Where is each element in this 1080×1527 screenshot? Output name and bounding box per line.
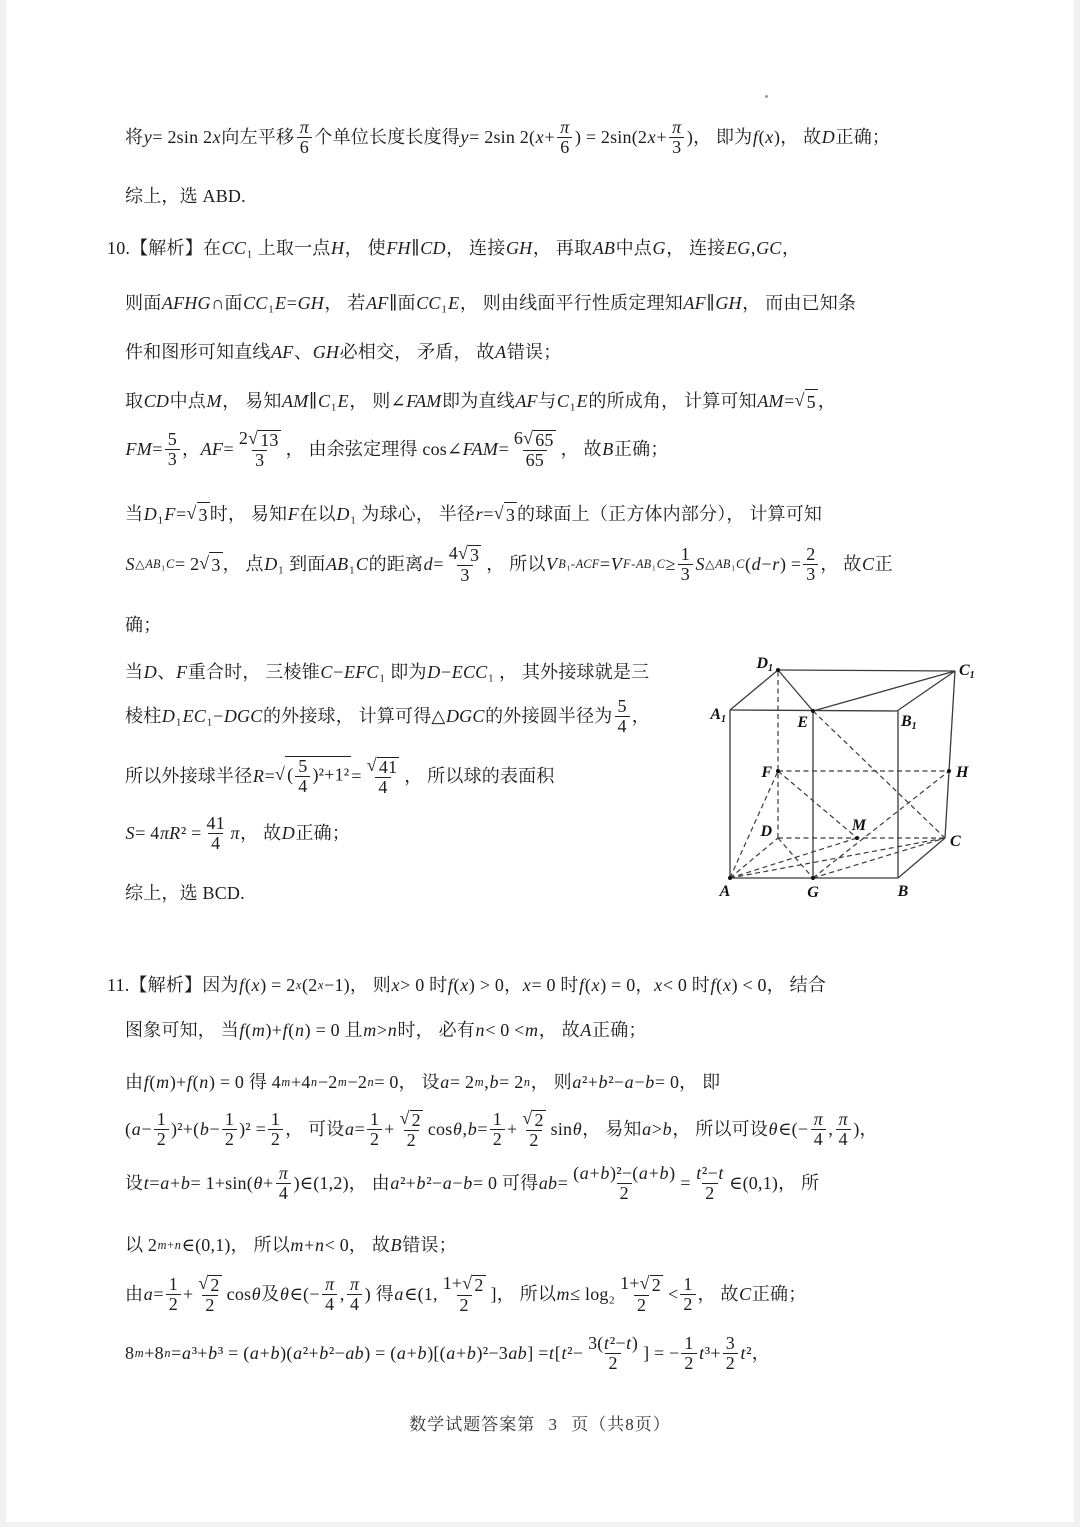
solution10-line10: 棱柱 D ₁ EC ₁− DGC 的外接球， 计算可得△ DGC 的外接圆半径为 5 4 ，: [125, 696, 650, 736]
figure-hidden-edge: [813, 838, 945, 878]
figure-point-dot: [947, 769, 951, 773]
figure-point-dot: [776, 668, 780, 672]
figure-vertex-label-B1: B1: [901, 713, 917, 732]
figure-vertex-label-B: B: [897, 883, 909, 900]
solution11-line6: 以 2 m+n ∈(0,1)， 所以 m + n < 0， 故 B 错误；: [125, 1235, 457, 1255]
footer-page-number: 3: [548, 1415, 558, 1434]
solution10-line1: 10.【解析】在 CC ₁ 上取一点 H ， 使 FH ∥ CD ， 连接 GH ， 再取 AB 中点 G ， 连接 EG , GC ，: [107, 238, 801, 258]
figure-vertex-label-C: C: [950, 833, 961, 850]
footer-suffix: 页（共8页）: [571, 1415, 671, 1434]
solution10-line6: 当 D ₁ F = √ 3 时， 易知 F 在以 D ₁ 为球心， 半径 r = √ 3 的球面上（正方体内部分）， 计算可知: [125, 501, 822, 528]
solution10-line7: S △AB₁C = 2 √ 3 ， 点 D ₁ 到面 AB ₁ C 的距离 d = 4√ 3 3 ， 所以 V B₁-ACF = V F-AB₁C ≥ 1 3 S △AB₁C ( d − r ) = 2 3 ， 故 C 正: [125, 543, 893, 585]
figure-vertex-label-A: A: [719, 883, 731, 900]
figure-vertex-label-M: M: [851, 817, 867, 834]
figure-edge: [778, 670, 955, 671]
figure-vertex-label-H: H: [956, 764, 969, 781]
solution11-line5: 设 t = a + b = 1+sin( θ + π 4 )∈(1,2)， 由 a ²+ b ²− a − b = 0 可得 ab = (a+b)²−(a+b) 2 = t²−t 2 ∈(0,1)， 所: [125, 1163, 820, 1203]
solution10-line9: 当 D 、 F 重合时， 三棱锥 C − EFC ₁ 即为 D − ECC ₁ ， 其外接球就是三: [125, 662, 650, 682]
figure-point-dot: [855, 836, 859, 840]
solution11-line1: 11.【解析】因为 f ( x ) = 2 x (2 x −1)， 则 x > 0 时 f ( x ) > 0， x = 0 时 f ( x ) = 0， x < 0 时 f ( x ) < 0， 结合: [107, 975, 827, 995]
figure-edge: [945, 671, 955, 838]
figure-edge: [730, 670, 778, 710]
figure-vertex-label-D: D: [760, 823, 772, 840]
figure-edge: [897, 671, 955, 711]
solution11-line8: 8 m +8 n = a ³+ b ³ = ( a + b )( a ²+ b ²− ab ) = ( a + b )[( a + b )²−3 ab ] = t [ t ²− 3(t²−t) 2 ] = − 1 2 t ³+ 3 2 t ²，: [125, 1333, 770, 1373]
figure-hidden-edge: [730, 838, 778, 878]
footer-prefix: 数学试题答案第: [409, 1415, 536, 1434]
figure-hidden-edge: [778, 838, 813, 878]
solution10-line4: 取 CD 中点 M ， 易知 AM ∥ C ₁ E ， 则∠ FAM 即为直线 AF 与 C ₁ E 的所成角， 计算可知 AM = √ 5 ，: [125, 388, 836, 415]
figure-edge: [898, 838, 945, 878]
figure-edge: [778, 670, 813, 711]
solution11-line4: ( a − 1 2 )²+( b − 1 2 )² = 1 2 ， 可设 a = 1 2 + √ 2 2 cos θ , b = 1 2 + √ 2 2 sin θ ， 易知 a > b ， 所以可设 θ ∈(− π 4 , π 4 )，: [125, 1108, 878, 1150]
figure-vertex-label-G: G: [807, 884, 819, 901]
scan-edge-left: [0, 0, 6, 1527]
figure-hidden-edge: [813, 771, 949, 878]
scan-edge-right: [1074, 0, 1080, 1527]
solution11-line2: 图象可知， 当 f ( m )+ f ( n ) = 0 且 m > n 时， 必有 n < 0 < m ， 故 A 正确；: [125, 1020, 647, 1040]
figure-point-dot: [811, 876, 815, 880]
page-footer: [0, 1410, 1080, 1435]
figure-vertex-label-F: F: [761, 764, 772, 781]
solution11-line7: 由 a = 1 2 + √ 2 2 cos θ 及 θ ∈(− π 4 , π 4 ) 得 a ∈(1, 1+√ 2 2 ]， 所以 m ≤ log₂ 1+√ 2 2 < 1 2 ， 故 C 正确；: [125, 1273, 807, 1315]
solution9-line-translation: 将 y = 2sin 2 x 向左平移 π 6 个单位长度长度得 y = 2sin 2( x + π 6 ) = 2sin(2 x + π 3 )， 即为 f ( x )， 故 D 正确；: [125, 117, 891, 157]
figure-hidden-edge: [813, 711, 945, 838]
figure-vertex-label-E: E: [797, 714, 808, 731]
solution9-answer-line: 综上，选 ABD.: [125, 186, 246, 206]
figure-hidden-edge: [778, 771, 857, 838]
figure-point-dot: [776, 769, 780, 773]
figure-vertex-label-D1: D1: [756, 655, 773, 674]
solution10-line11: 所以外接球半径 R = √ ( $\frac{5}{4}$ )²+1² = √ 41 4 ， 所以球的表面积: [125, 755, 555, 797]
figure-hidden-edge: [730, 838, 857, 878]
solution11-line3: 由 f ( m )+ f ( n ) = 0 得 4 m +4 n −2 m −2 n = 0， 设 a = 2 m , b = 2 n ， 则 a ²+ b ²− a − b = 0， 即: [125, 1072, 721, 1092]
figure-point-dot: [728, 876, 732, 880]
figure-point-dot: [811, 709, 815, 713]
solution10-line8: 确；: [125, 615, 162, 635]
scan-speck: [765, 95, 768, 98]
solution10-line3: 件和图形可知直线 AF 、 GH 必相交， 矛盾， 故 A 错误；: [125, 342, 562, 362]
solution10-line2: 则面 AFHG ∩面 CC ₁ E = GH ， 若 AF ∥面 CC ₁ E ， 则由线面平行性质定理知 AF ∥ GH ， 而由已知条: [125, 293, 857, 313]
cube-geometry-figure: [695, 648, 1000, 913]
scan-edge-bottom: [0, 1522, 1080, 1527]
figure-vertex-label-C1: C1: [959, 662, 975, 681]
figure-edge: [813, 671, 955, 711]
solution10-answer-line: 综上，选 BCD.: [125, 883, 245, 903]
figure-vertex-label-A1: A1: [710, 706, 726, 725]
solution10-line12: S = 4 πR ² = 41 4 π ， 故 D 正确；: [125, 813, 351, 853]
solution10-line5: FM = 5 3 ， AF = 2√ 13 3 ， 由余弦定理得 cos∠ FAM = 6√ 65 65 ， 故 B 正确；: [125, 428, 669, 470]
